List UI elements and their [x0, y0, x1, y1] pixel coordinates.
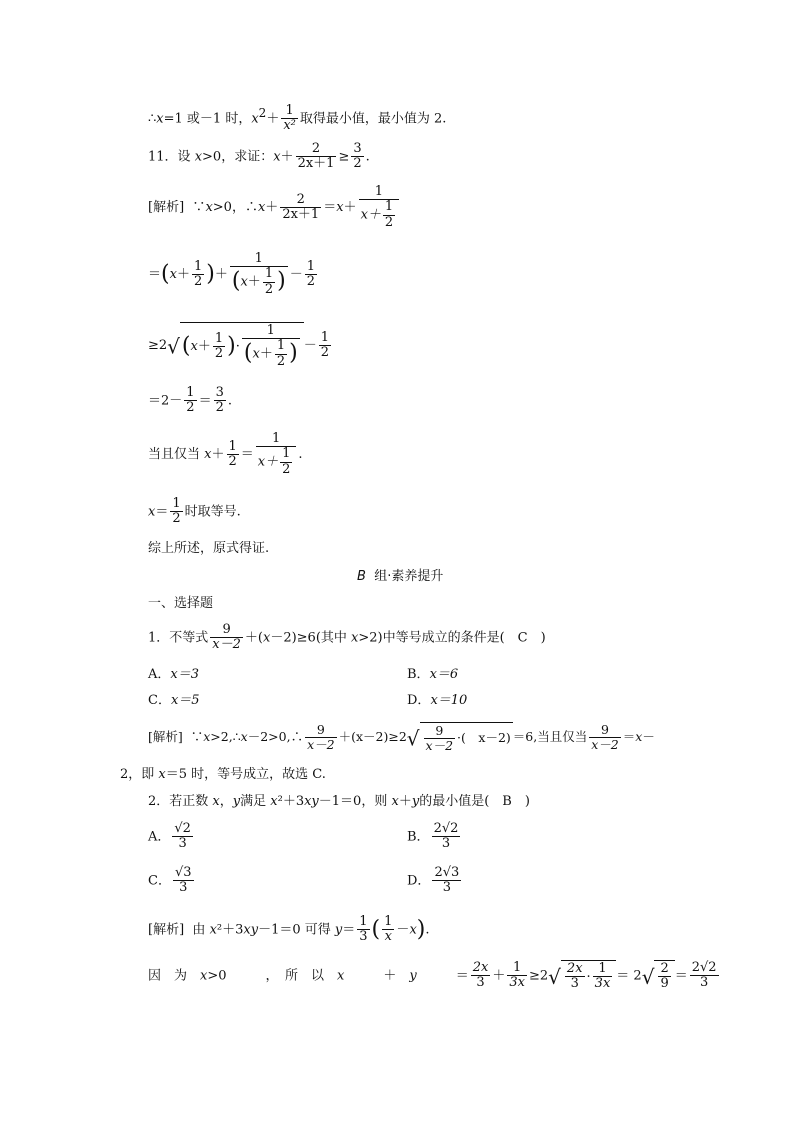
numerator: 1 [593, 962, 613, 977]
var: x [169, 266, 177, 282]
sqrt [407, 722, 513, 753]
denominator [359, 200, 400, 230]
solution-line-1 [148, 185, 401, 230]
analysis-tag: [解析] [148, 922, 185, 938]
fraction [319, 331, 331, 361]
fraction [424, 724, 456, 753]
geq: ≥2 [148, 337, 168, 353]
denominator: 3 [476, 975, 485, 991]
numerator: 1 [193, 258, 203, 274]
numerator: 1 [507, 961, 527, 976]
plus: ＋ [214, 266, 228, 282]
var: x [158, 767, 166, 782]
numerator: 1 [359, 914, 368, 929]
fraction [227, 440, 239, 470]
text: ＝5 时，等号成立，故选 C. [165, 767, 326, 782]
fraction [172, 822, 193, 852]
text: >2,∴ [210, 728, 241, 744]
question-2 [148, 795, 530, 808]
numerator: 1 [306, 258, 315, 274]
denominator: 2x＋1 [297, 156, 335, 172]
var: x [336, 199, 344, 215]
numerator: 9 [424, 724, 456, 739]
q2-solution-cont [148, 960, 721, 992]
numerator: 2√3 [434, 865, 460, 880]
denominator: 3x [509, 975, 525, 991]
denominator: x [384, 929, 392, 945]
q2-option-a[interactable] [148, 822, 195, 852]
text: . [227, 393, 232, 409]
text: －1＝0，则 [318, 794, 392, 809]
var: x [240, 728, 248, 744]
fraction [351, 142, 363, 172]
fraction [305, 723, 337, 752]
therefore: ∴ [148, 111, 157, 127]
text: ＝2－ [148, 393, 183, 409]
numerator: 2x [472, 960, 489, 975]
plus: ＋ [398, 794, 412, 809]
numerator: 9 [589, 723, 621, 738]
var: x [635, 728, 643, 744]
solution-line-5 [148, 432, 303, 477]
q1-option-d[interactable] [407, 694, 467, 707]
fraction [296, 142, 337, 172]
var: x [391, 794, 399, 809]
numerator: √3 [174, 865, 192, 880]
q1-option-a[interactable] [148, 668, 199, 681]
var: x [205, 199, 213, 215]
text: ＋(x－2)≥2 [338, 728, 407, 744]
text: ·( x－2) [457, 729, 511, 745]
denominator: 3 [179, 880, 188, 896]
option-letter: B． [407, 667, 430, 682]
denominator: 2 [320, 344, 330, 360]
q1-solution-cont [120, 768, 326, 781]
plus: ＋ [344, 968, 410, 984]
equals: ＝ 2 [616, 968, 642, 984]
numerator: 1 [228, 438, 237, 454]
plus: ＋ [266, 111, 280, 127]
option-letter: B． [407, 829, 430, 845]
paren: ( [161, 261, 170, 287]
solution-line-4 [148, 386, 232, 416]
denominator: 2 [306, 273, 315, 289]
var: x [156, 111, 164, 127]
var: xy [304, 794, 319, 809]
equals: ＝ [155, 504, 169, 520]
text: >0，∴ [212, 199, 258, 215]
paren: ) [206, 261, 215, 287]
denominator: x－2 [425, 737, 454, 753]
text: －1＝0 可得 [258, 922, 335, 938]
paren: ) [416, 916, 426, 942]
text: . [425, 922, 430, 938]
problem-11 [148, 142, 370, 172]
denominator: 2 [186, 400, 195, 416]
analysis-tag: [解析] [148, 199, 185, 215]
text: ＝6,当且仅当 [512, 728, 588, 744]
section-letter: B [357, 569, 366, 584]
equals: ＝ [342, 922, 356, 938]
denominator [256, 447, 297, 477]
fraction [281, 104, 298, 134]
numerator: 1 [281, 104, 298, 119]
var: x [262, 630, 271, 646]
option-letter: D． [407, 693, 431, 708]
fraction [170, 497, 182, 527]
minus: － [303, 337, 317, 353]
fraction [432, 822, 461, 852]
text: ＋( [244, 630, 263, 646]
denominator: 3 [359, 929, 368, 945]
sup: 2 [258, 105, 267, 120]
equals: ＝ [198, 393, 212, 409]
equals: ＝ [622, 728, 636, 744]
because: ∵ [192, 199, 206, 215]
fraction [690, 961, 719, 991]
numerator: 1 [230, 252, 288, 267]
denominator: 3 [178, 836, 187, 852]
text: . [365, 149, 370, 165]
var: x [257, 199, 266, 215]
numerator: 9 [305, 723, 337, 738]
denominator: 2 [172, 511, 181, 527]
line-1 [148, 104, 446, 134]
denominator: 3 [700, 975, 709, 991]
q2-option-d[interactable] [407, 866, 463, 896]
text: 2．若正数 [148, 794, 213, 809]
option-letter: A． [148, 829, 171, 845]
fraction [173, 866, 194, 896]
numerator: 1 [186, 385, 195, 400]
section-title: 组·素养提升 [374, 569, 444, 584]
var: x [337, 968, 345, 984]
text: 11．设 [148, 149, 195, 165]
var: x [212, 794, 220, 809]
denominator: 3 [441, 836, 451, 852]
equals: ＝ [148, 266, 162, 282]
denominator: 3 [570, 976, 579, 992]
var: xy [243, 922, 259, 938]
equals: ＝ [674, 968, 688, 984]
sqrt [548, 960, 616, 992]
fraction [280, 193, 321, 223]
text: x＋ [360, 207, 381, 223]
radical-icon: √ [167, 334, 180, 359]
text: －2>0,∴ [247, 728, 304, 744]
fraction [432, 866, 461, 896]
text: x＋ [257, 454, 279, 470]
numerator: 1 [256, 432, 297, 447]
var: x [194, 149, 203, 165]
numerator: 9 [210, 623, 243, 638]
numerator: 2√2 [433, 821, 459, 836]
text: >0 ， 所 以 [207, 968, 338, 984]
plus: ＋ [343, 199, 357, 215]
fraction [383, 200, 395, 230]
denominator: x－2 [307, 736, 335, 752]
denominator: 2 [228, 453, 237, 469]
equals: ＝ [323, 199, 337, 215]
fraction [357, 915, 369, 945]
denominator: 2 [353, 156, 362, 172]
fraction [214, 386, 226, 416]
q2-solution [148, 915, 430, 945]
radical-icon: √ [406, 726, 420, 751]
var: y [409, 968, 417, 984]
var: x [204, 446, 212, 462]
radical-icon: √ [641, 964, 655, 989]
fraction [507, 961, 527, 991]
q1-option-c[interactable] [148, 694, 200, 707]
var: x [203, 728, 211, 744]
text: 的最小值是( B ) [419, 794, 530, 809]
option-value: x＝5 [170, 693, 200, 708]
sqrt [642, 960, 675, 992]
numerator: 3 [353, 141, 362, 156]
fraction [192, 260, 204, 290]
option-value: x＝10 [430, 693, 468, 708]
option-letter: D． [407, 873, 431, 889]
option-letter: C． [148, 693, 171, 708]
var: x [200, 968, 208, 984]
option-letter: C． [148, 873, 171, 889]
denominator: (x＋ $\frac{1}{2}$ ) [231, 266, 286, 297]
denominator: 2 [215, 400, 224, 416]
numerator: 2 [660, 961, 669, 976]
var: x [148, 504, 156, 520]
text: ， [219, 794, 233, 809]
var: y [232, 794, 241, 809]
dot: · [586, 969, 591, 985]
solution-line-3 [148, 322, 333, 369]
section-header [357, 570, 443, 583]
text: 由 [192, 922, 210, 938]
solution-line-2 [148, 252, 319, 297]
var: x [209, 922, 217, 938]
text: >2)中等号成立的条件是( C ) [358, 630, 546, 646]
numerator: 1 [384, 914, 393, 929]
geq: ≥2 [529, 968, 549, 984]
plus: ＋ [492, 968, 506, 984]
denominator: 3x [594, 976, 611, 992]
text: 2，即 [120, 767, 159, 782]
denominator: 2 [282, 461, 291, 477]
q1-solution [148, 722, 655, 753]
text: 因 为 [148, 968, 201, 984]
text: ²＋3 [277, 794, 305, 809]
var: x [351, 630, 359, 646]
text: －2)≥6(其中 [270, 630, 352, 646]
q2-option-c[interactable] [148, 866, 196, 896]
minus: － [289, 266, 303, 282]
fraction [230, 252, 288, 297]
numerator: 2 [296, 142, 337, 157]
text: ²＋3 [216, 922, 244, 938]
paren: ( [371, 916, 381, 942]
denominator: 9 [660, 976, 669, 992]
numerator: 1 [359, 185, 400, 200]
text: 取得最小值，最小值为 2. [299, 111, 447, 127]
fraction [184, 386, 196, 416]
question-1 [148, 623, 546, 653]
geq: ≥ [338, 149, 350, 165]
numerator: 1 [320, 329, 330, 345]
denominator: 2 [384, 214, 394, 230]
numerator: 2√2 [691, 960, 717, 975]
numerator: √2 [174, 821, 191, 836]
q1-option-b[interactable] [407, 668, 458, 681]
var: x [270, 794, 278, 809]
text: >0，求证： [202, 149, 274, 165]
numerator: 3 [215, 385, 224, 400]
var: x [251, 111, 259, 127]
fraction [589, 723, 621, 752]
option-value: x＝6 [429, 667, 459, 682]
denominator: x² [283, 118, 296, 134]
numerator: 1 [282, 446, 291, 462]
text: 一、选择题 [148, 596, 214, 611]
text: =1 或－1 时， [163, 111, 252, 127]
q2-option-b[interactable] [407, 822, 462, 852]
solution-line-7 [148, 542, 269, 555]
plus: ＋ [280, 149, 294, 165]
plus: ＋ [176, 266, 190, 282]
fraction [471, 961, 491, 991]
sqrt: √(x＋ $\frac{1}{2}$ )· 1 (x＋ $\frac{1}{2}$ ) [167, 322, 304, 369]
option-letter: A． [148, 667, 171, 682]
denominator: 2 [193, 273, 203, 289]
minus: － [396, 922, 410, 938]
equals: ＝ [416, 968, 469, 984]
text: 时取等号. [184, 504, 241, 520]
denominator: 3 [442, 880, 451, 896]
because: ∵ [190, 728, 204, 744]
plus: ＋ [265, 199, 279, 215]
dot: · [235, 338, 240, 354]
text: 综上所述，原式得证. [148, 541, 270, 556]
option-value: x＝3 [170, 667, 199, 682]
equals: ＝ [240, 446, 254, 462]
text: 当且仅当 [148, 446, 205, 462]
numerator: 1 [172, 496, 181, 511]
text: . [298, 446, 303, 462]
denominator: 2x＋1 [282, 206, 320, 222]
fraction [359, 185, 400, 230]
denominator: x－2 [212, 637, 241, 653]
radical-icon: √ [548, 964, 561, 989]
fraction [305, 260, 317, 290]
analysis-tag: [解析] [148, 728, 183, 744]
fraction: 1 (x＋ $\frac{1}{2}$ ) [243, 323, 298, 369]
numerator: 2x [566, 961, 583, 976]
numerator: 1 [384, 199, 394, 215]
fraction [256, 432, 297, 477]
var: y [334, 922, 343, 938]
text: 1．不等式 [148, 630, 209, 646]
minus: － [642, 728, 655, 744]
var: x [273, 149, 281, 165]
fraction [382, 915, 394, 945]
text: 满足 [240, 794, 271, 809]
numerator: 1 [242, 324, 300, 339]
fraction [210, 623, 243, 653]
var: x [409, 922, 417, 938]
numerator: 2 [280, 193, 321, 208]
plus: ＋ [211, 446, 225, 462]
denominator: x－2 [591, 736, 619, 752]
var: y [411, 794, 420, 809]
solution-line-6 [148, 497, 241, 527]
part-heading [148, 597, 213, 610]
